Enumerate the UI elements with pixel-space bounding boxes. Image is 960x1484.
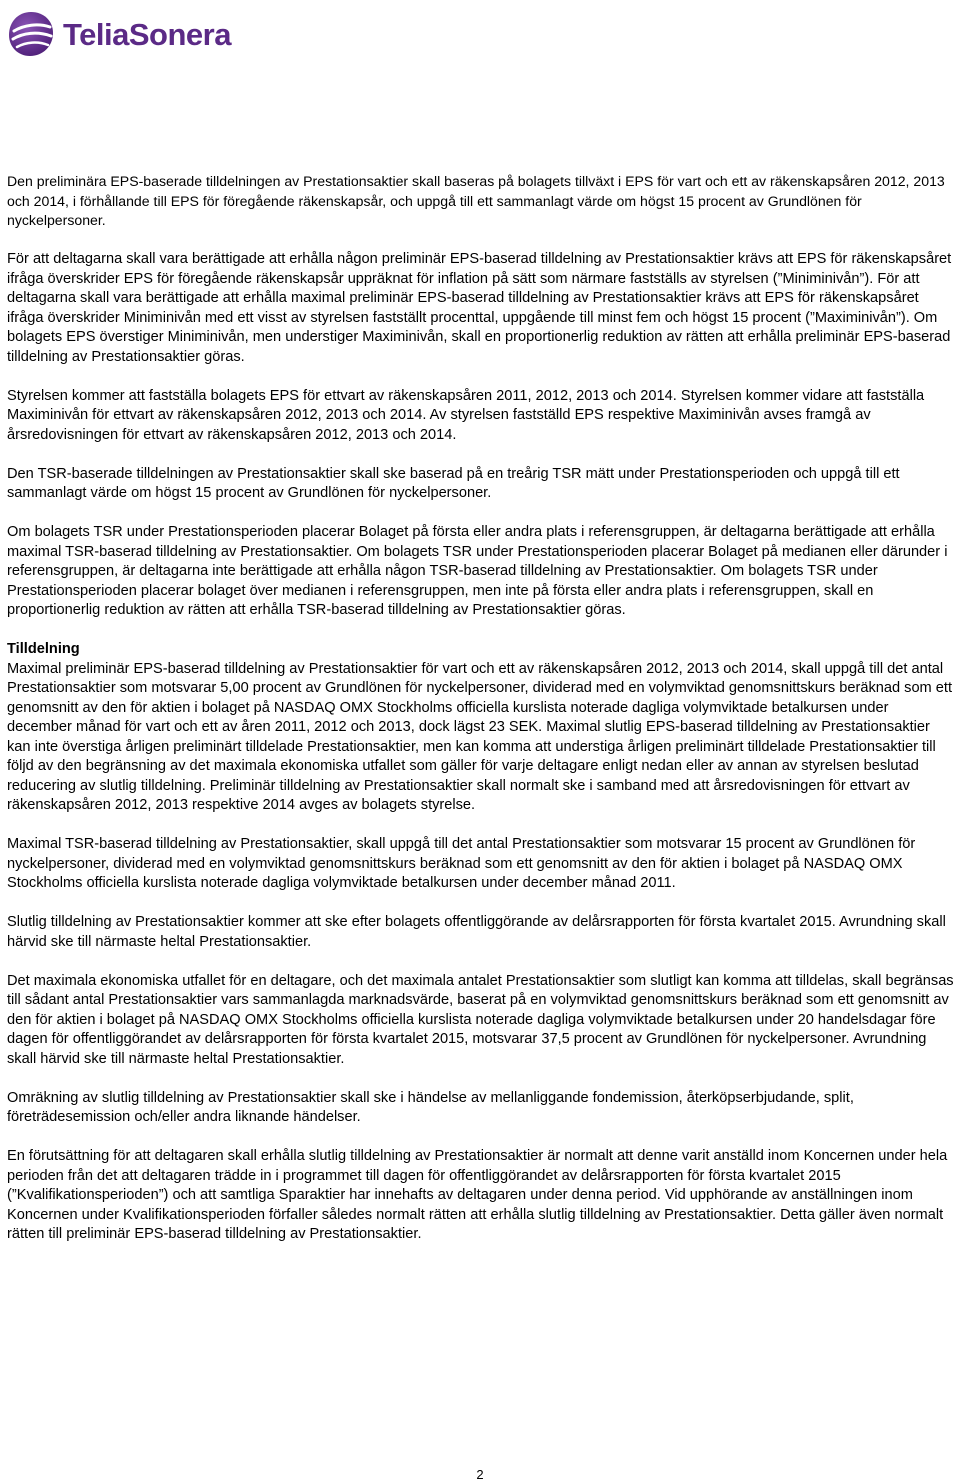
logo — [6, 6, 231, 62]
paragraph-max-tsr-allocation: Maximal TSR-baserad tilldelning av Prestationsaktier, skall uppgå till det antal Prestationsaktier som motsvarar 15 procent av Grundlönen för nyckelpersoner, dividerad med en volymviktad genomsnittskurs beräknad som ett genomsnitt av den för aktien i bolaget på NASDAQ OMX Stockholms officiella kurslista noterade dagliga volymviktade betalkursen under december månad 2011. — [7, 836, 916, 891]
paragraph-board-eps: Styrelsen kommer att fastställa bolagets EPS för ettvart av räkenskapsåren 2011, 2012, 2013 och 2014. Styrelsen kommer vidare att fastställa Maximinivån för ettvart av räkenskapsåren 2012, 2013 och 2014. Av styrelsen fastställd EPS respektive Maximinivån avses framgå av årsredovisningen för ettvart av räkenskapsåren 2012, 2013 och 2014. — [7, 387, 925, 443]
document-body — [7, 172, 957, 1264]
section-heading-tilldelning: Tilldelning — [7, 641, 80, 657]
paragraph-employment-condition: En förutsättning för att deltagaren skall erhålla slutlig tilldelning av Prestationsaktier är normalt att denne varit anställd inom Koncernen under hela perioden från det att deltagaren trädde in i programmet till dagen för offentliggörandet av delårsrapporten för första kvartalet 2015 (”Kvalifikationsperioden”) och att samtliga Sparaktier har innehafts av deltagaren under denna period. Vid upphörande av anställningen inom Koncernen under Kvalifikationsperioden förfaller således normalt rätten att erhålla slutlig tilldelning av Prestationsaktier. Detta gäller även normalt rätten till preliminär EPS-baserad tilldelning av Prestationsaktier. — [7, 1148, 948, 1242]
teliasonera-pebble-icon — [6, 9, 56, 59]
paragraph-tsr-ranking: Om bolagets TSR under Prestationsperioden placerar Bolaget på första eller andra plats i referensgruppen, är deltagarna berättigade att erhålla maximal TSR-baserad tilldelning av Prestationsaktier. Om bolagets TSR under Prestationsperioden placerar Bolaget på medianen eller därunder i referensgruppen, är deltagarna inte berättigade att erhålla någon TSR-baserad tilldelning av Prestationsaktier. Om bolagets TSR under Prestationsperioden placerar bolaget över medianen i referensgruppen, men inte på första eller andra plats i referensgruppen, skall en proportionerlig reduktion av rätten att erhålla TSR-baserad tilldelning av Prestationsaktier göras. — [7, 524, 948, 618]
paragraph-eps-basis: Den preliminära EPS-baserade tilldelningen av Prestationsaktier skall baseras på bolagets tillväxt i EPS för vart och ett av räkenskapsåren 2012, 2013 och 2014, i förhållande till EPS för föregående räkenskapsår, och uppgå till ett sammanlagt värde om högst 15 procent av Grundlönen för nyckelpersoner. — [7, 173, 945, 228]
page-number: 2 — [476, 1467, 484, 1482]
paragraph-max-eps-allocation: Maximal preliminär EPS-baserad tilldelning av Prestationsaktier för vart och ett av räkenskapsåren 2012, 2013 och 2014, skall uppgå till det antal Prestationsaktier som motsvarar 5,00 procent av Grundlönen för nyckelpersoner, dividerad med en volymviktad genomsnittskurs beräknad som ett genomsnitt av den för aktien i bolaget på NASDAQ OMX Stockholms officiella kurslista noterade dagliga volymviktade betalkursen under december månad för vart och ett av åren 2011, 2012 och 2013, dock lägst 23 SEK. Maximal slutlig EPS-baserad tilldelning av Prestationsaktier kan inte överstiga årligen preliminärt tilldelade Prestationsaktier, men kan komma att understiga årligen preliminärt tilldelade Prestationsaktier till följd av den begränsning av det maximala ekonomiska utfallet som gäller för varje deltagare enligt nedan eller av annan av styrelsen beslutad reducering av slutlig tilldelning. Preliminär tilldelning av Prestationsaktier skall normalt ske i samband med att årsredovisningen för ettvart av räkenskapsåren 2012, 2013 respektive 2014 avges av bolagets styrelse. — [7, 660, 952, 813]
paragraph-max-economic-outcome: Det maximala ekonomiska utfallet för en deltagare, och det maximala antalet Prestationsaktier som slutligt kan komma att tilldelas, skall begränsas till sådant antal Prestationsaktier vars sammanlagda marknadsvärde, baserat på en volymviktad genomsnittskurs beräknad som ett genomsnitt av den för aktien i bolaget på NASDAQ OMX Stockholms officiella kurslista noterade dagliga volymviktade betalkursen under 20 handelsdagar före dagen för offentliggörandet av delårsrapporten för första kvartalet 2015, motsvarar 37,5 procent av Grundlönen för nyckelpersoner. Avrundning skall härvid ske till närmaste heltal Prestationsaktier. — [7, 972, 954, 1067]
paragraph-tsr-basis: Den TSR-baserade tilldelningen av Prestationsaktier skall ske baserad på en treårig TSR mätt under Prestationsperioden och uppgå till ett sammanlagt värde om högst 15 procent av Grundlönen för nyckelpersoner. — [7, 465, 900, 501]
paragraph-recalculation: Omräkning av slutlig tilldelning av Prestationsaktier skall ske i händelse av mellanliggande fondemission, återköpserbjudande, split, företrädesemission och/eller andra liknande händelser. — [7, 1089, 854, 1125]
paragraph-final-allocation: Slutlig tilldelning av Prestationsaktier kommer att ske efter bolagets offentliggörande av delårsrapporten för första kvartalet 2015. Avrundning skall härvid ske till närmaste heltal Prestationsaktier. — [7, 914, 946, 950]
paragraph-eps-requirements: För att deltagarna skall vara berättigade att erhålla någon preliminär EPS-baserad tilldelning av Prestationsaktier krävs att EPS för räkenskapsåret ifråga överskrider EPS för föregående räkenskapsår uppräknat för inflation på sätt som närmare fastställs av styrelsen (”Miniminivån”). För att deltagarna skall vara berättigade att erhålla maximal preliminär EPS-baserad tilldelning av Prestationsaktier krävs att EPS för räkenskapsåret ifråga överskrider Miniminivån med ett visst av styrelsen fastställt procenttal, uppgående till minst fem och högst 15 procent (”Maximinivån”). Om bolagets EPS överstiger Miniminivån, men understiger Maximinivån, skall en proportionerlig reduktion av rätten att erhålla preliminär EPS-baserad tilldelning av Prestationsaktier göras. — [7, 251, 952, 365]
logo-text: TeliaSonera — [63, 16, 231, 52]
